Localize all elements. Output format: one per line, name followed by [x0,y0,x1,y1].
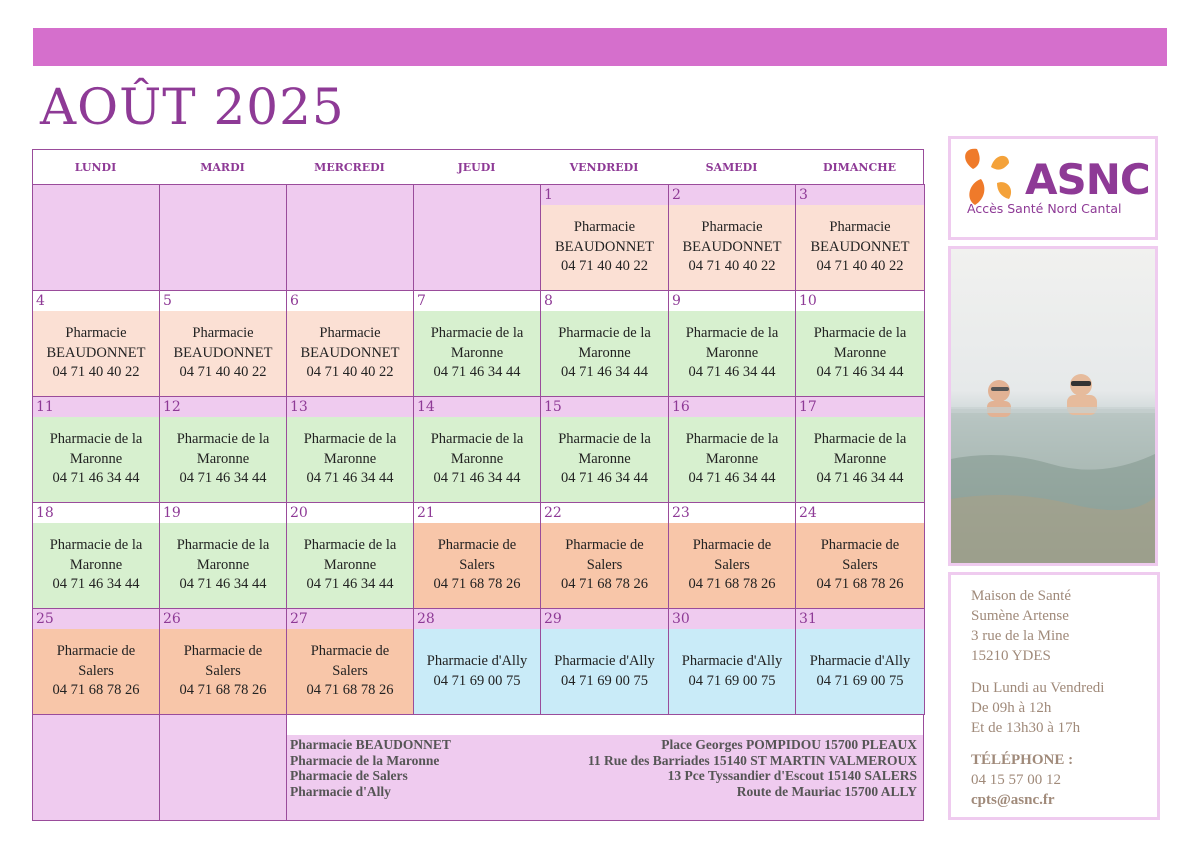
day-number: 14 [414,397,540,417]
hours-line: Et de 13h30 à 17h [971,720,1081,736]
day-cell [795,396,925,503]
legend-pharmacy-address: 13 Pce Tyssandier d'Escout 15140 SALERS [667,768,917,783]
pharmacy-on-duty [414,523,540,608]
pharmacy-line: Maronne [833,450,887,467]
pharmacy-line: Salers [586,556,623,573]
pharmacy-line: Pharmacie de [310,643,390,660]
pharmacy-line: BEAUDONNET [300,344,400,361]
address-line: Maison de Santé [971,588,1071,604]
pharmacy-on-duty [796,311,924,396]
top-accent-bar [33,28,1167,66]
children-swimming-photo-icon [951,249,1155,563]
legend-row [290,737,917,753]
day-number: 19 [160,503,286,523]
legend-pharmacy-name: Pharmacie d'Ally [290,783,391,799]
pharmacy-on-duty [33,311,159,396]
phone-label: TÉLÉPHONE : [971,752,1074,768]
pharmacy-line: Pharmacie d'Ally [426,653,528,669]
pharmacy-line: 04 71 40 40 22 [816,258,904,275]
day-number: 13 [287,397,413,417]
pharmacy-line: Pharmacie [319,325,381,342]
pharmacy-line: 04 71 40 40 22 [306,364,394,381]
day-cell [413,502,541,609]
day-number: 21 [414,503,540,523]
pharmacy-line: 04 71 40 40 22 [52,364,140,381]
empty-day-cell [286,184,414,291]
pharmacy-on-duty [669,417,795,502]
day-cell [668,184,796,291]
day-number: 5 [160,291,286,311]
pharmacy-line: Pharmacie de [820,537,900,554]
pharmacy-line: Pharmacie de la [558,431,651,448]
pharmacy-line: Pharmacie de la [303,431,397,448]
pharmacy-on-duty [669,311,795,396]
pharmacy-on-duty [796,523,924,608]
day-cell [32,396,160,503]
pharmacy-line: 04 71 46 34 44 [433,470,521,487]
legend-pharmacy-address: Route de Mauriac 15700 ALLY [736,783,917,799]
legend-pharmacy-address: Place Georges POMPIDOU 15700 PLEAUX [661,737,917,752]
pharmacy-line: 04 71 46 34 44 [52,470,140,487]
day-cell [668,290,796,397]
day-cell [413,290,541,397]
pharmacy-line: 04 71 68 78 26 [306,682,394,699]
pharmacy-on-duty [33,417,159,502]
day-number: 17 [796,397,924,417]
pharmacy-line: 04 71 46 34 44 [688,470,776,487]
day-cell [540,502,669,609]
day-number: 4 [33,291,159,311]
pharmacy-line: Salers [78,662,114,679]
day-cell [795,608,925,715]
day-number: 30 [669,609,795,629]
logo-subtitle: Accès Santé Nord Cantal [967,201,1122,216]
pharmacy-on-duty [414,629,540,714]
pharmacy-line: BEAUDONNET [554,238,655,255]
day-cell [32,502,160,609]
pharmacy-line: 04 71 46 34 44 [816,364,904,381]
pharmacy-line: 04 71 69 00 75 [688,672,776,689]
day-cell [668,502,796,609]
pharmacy-line: Pharmacie d'Ally [809,653,911,669]
pharmacy-line: 04 71 40 40 22 [561,258,648,275]
pharmacy-line: Maronne [323,556,377,573]
empty-day-cell [159,184,287,291]
email-link[interactable]: cpts@asnc.fr [971,792,1055,808]
pharmacy-line: Pharmacie de la [176,431,270,448]
weekday-header: VENDREDI [569,160,639,174]
pharmacy-on-duty [796,629,924,714]
contact-info-panel [948,572,1160,820]
pharmacy-line: Pharmacie de la [176,537,270,554]
pharmacy-line: BEAUDONNET [46,344,146,361]
pharmacy-line: Maronne [323,450,377,467]
pharmacy-line: 04 71 68 78 26 [561,576,648,593]
day-number: 18 [33,503,159,523]
pharmacy-line: Salers [332,662,368,679]
pharmacy-line: 04 71 46 34 44 [433,364,521,381]
pharmacy-on-duty [33,629,159,714]
day-cell [286,290,414,397]
day-number: 8 [541,291,668,311]
legend-row [290,753,917,769]
pharmacy-line: 04 71 46 34 44 [179,470,267,487]
pharmacy-line: Pharmacie de la [430,325,524,342]
pharmacy-line: Maronne [69,556,123,573]
pharmacy-line: Pharmacie de [565,537,644,554]
pharmacy-line: Salers [459,556,495,573]
pharmacy-line: Pharmacie de [56,643,136,660]
day-cell [540,608,669,715]
day-cell [286,396,414,503]
day-cell [159,396,287,503]
day-cell [32,290,160,397]
address-line: Sumène Artense [971,608,1069,624]
pharmacy-on-duty [669,629,795,714]
pharmacy-line: Pharmacie d'Ally [554,653,655,669]
pharmacy-line: 04 71 46 34 44 [306,470,394,487]
day-cell [413,608,541,715]
pharmacy-line: 04 71 68 78 26 [816,576,904,593]
day-number: 27 [287,609,413,629]
pharmacy-on-duty [414,417,540,502]
day-number: 31 [796,609,924,629]
pharmacy-line: Pharmacie d'Ally [681,653,783,669]
hours-line: Du Lundi au Vendredi [971,680,1105,696]
pharmacy-line: Pharmacie de la [813,325,907,342]
day-number: 22 [541,503,668,523]
day-cell [159,290,287,397]
day-cell [795,184,925,291]
pharmacy-line: 04 71 46 34 44 [816,470,904,487]
pharmacy-line: BEAUDONNET [810,238,910,255]
day-number: 9 [669,291,795,311]
pharmacy-line: Pharmacie de la [558,325,651,342]
day-cell [668,396,796,503]
day-cell [159,502,287,609]
beach-photo [948,246,1158,566]
empty-day-cell [32,714,160,821]
legend-pharmacy-address: 11 Rue des Barriades 15140 ST MARTIN VALMEROUX [587,752,917,768]
hours-line: De 09h à 12h [971,700,1052,716]
day-number: 10 [796,291,924,311]
pharmacy-on-duty [796,417,924,502]
day-number: 1 [541,185,668,205]
pharmacy-line: Maronne [196,556,250,573]
day-cell [286,608,414,715]
day-number: 12 [160,397,286,417]
pharmacy-line: Pharmacie de la [49,537,143,554]
day-number: 26 [160,609,286,629]
pharmacy-on-duty [669,205,795,290]
day-number: 28 [414,609,540,629]
pharmacy-line: 04 71 69 00 75 [561,672,648,689]
page-title: AOÛT 2025 [40,78,345,136]
day-number: 7 [414,291,540,311]
pharmacy-line: Pharmacie de la [685,431,779,448]
pharmacy-on-duty [287,311,413,396]
pharmacy-line: Maronne [450,344,504,361]
pharmacy-line: 04 71 40 40 22 [688,258,776,275]
day-number: 3 [796,185,924,205]
address-line: 15210 YDES [971,648,1051,664]
pharmacy-on-duty [796,205,924,290]
pharmacy-on-duty [541,417,668,502]
day-number: 24 [796,503,924,523]
pharmacy-line: Maronne [196,450,250,467]
pharmacy-on-duty [160,523,286,608]
day-cell [159,608,287,715]
day-number: 20 [287,503,413,523]
pharmacy-on-duty [33,523,159,608]
day-cell [413,396,541,503]
pharmacy-line: 04 71 68 78 26 [433,576,521,593]
pharmacy-on-duty [541,523,668,608]
pharmacy-line: 04 71 40 40 22 [179,364,267,381]
weekday-header: DIMANCHE [823,160,896,174]
pharmacy-line: Pharmacie de la [430,431,524,448]
legend-row [290,768,917,784]
pharmacy-on-duty [287,523,413,608]
pharmacy-line: 04 71 69 00 75 [816,672,904,689]
pharmacy-line: 04 71 68 78 26 [179,682,267,699]
pharmacy-line: Maronne [705,450,759,467]
day-cell [795,502,925,609]
empty-day-cell [32,184,160,291]
weekday-header: SAMEDI [705,160,758,174]
pharmacy-line: Maronne [705,344,759,361]
logo-panel [948,136,1158,240]
day-cell [540,184,669,291]
day-cell [540,396,669,503]
pharmacy-on-duty [160,417,286,502]
phone-number[interactable]: 04 15 57 00 12 [971,772,1061,788]
weekday-header: MERCREDI [314,160,385,174]
day-cell [795,290,925,397]
pharmacy-line: Maronne [450,450,504,467]
weekday-header: MARDI [200,160,245,174]
pharmacy-on-duty [160,629,286,714]
day-number: 16 [669,397,795,417]
pharmacy-line: Pharmacie de [437,537,517,554]
day-number: 2 [669,185,795,205]
pharmacy-line: Salers [714,556,750,573]
legend-pharmacy-name: Pharmacie BEAUDONNET [290,737,451,752]
legend-pharmacy-name: Pharmacie de Salers [290,768,408,783]
address-line: 3 rue de la Mine [971,628,1070,644]
pharmacy-line: 04 71 46 34 44 [561,364,648,381]
empty-day-cell [159,714,287,821]
pharmacy-line: 04 71 46 34 44 [52,576,140,593]
pharmacy-on-duty [287,417,413,502]
pharmacy-line: BEAUDONNET [682,238,782,255]
pharmacy-line: Pharmacie [701,219,763,236]
pharmacy-line: Maronne [578,344,631,361]
pharmacy-on-duty [541,629,668,714]
pharmacy-line: Pharmacie de [183,643,263,660]
pharmacy-line: BEAUDONNET [173,344,273,361]
legend-row [290,784,917,800]
pharmacy-line: Pharmacie [192,325,254,342]
pharmacy-line: Pharmacie [65,325,127,342]
pharmacy-line: 04 71 69 00 75 [433,672,521,689]
pharmacy-line: 04 71 46 34 44 [179,576,267,593]
pharmacy-line: Salers [205,662,241,679]
pharmacy-line: Pharmacie [573,219,636,236]
legend-pharmacy-name: Pharmacie de la Maronne [290,752,440,768]
pharmacy-line: Pharmacie [829,219,891,236]
pharmacy-line: 04 71 46 34 44 [561,470,648,487]
pharmacy-line: Pharmacie de la [303,537,397,554]
day-number: 15 [541,397,668,417]
pharmacy-line: 04 71 46 34 44 [688,364,776,381]
pharmacy-on-duty [414,311,540,396]
calendar-grid [32,149,924,821]
pharmacy-on-duty [669,523,795,608]
pharmacy-line: 04 71 68 78 26 [52,682,140,699]
weekday-header: JEUDI [457,160,496,174]
weekday-header: LUNDI [74,160,117,174]
day-number: 29 [541,609,668,629]
pharmacy-line: 04 71 46 34 44 [306,576,394,593]
pharmacy-on-duty [541,205,668,290]
pharmacy-line: Pharmacie de la [813,431,907,448]
pharmacy-line: Salers [842,556,878,573]
day-number: 11 [33,397,159,417]
empty-day-cell [413,184,541,291]
pharmacy-line: Maronne [833,344,887,361]
pharmacy-on-duty [541,311,668,396]
day-cell [32,608,160,715]
pharmacy-line: Pharmacie de la [49,431,143,448]
logo-text: ASNC [1025,155,1150,204]
day-number: 6 [287,291,413,311]
day-number: 25 [33,609,159,629]
pharmacy-line: Pharmacie de [692,537,772,554]
day-cell [540,290,669,397]
pharmacy-on-duty [160,311,286,396]
pharmacy-line: 04 71 68 78 26 [688,576,776,593]
pharmacy-on-duty [287,629,413,714]
day-number: 23 [669,503,795,523]
pharmacy-address-legend [286,714,924,821]
pharmacy-line: Maronne [69,450,123,467]
day-cell [286,502,414,609]
day-cell [668,608,796,715]
pharmacy-line: Pharmacie de la [685,325,779,342]
pharmacy-line: Maronne [578,450,631,467]
